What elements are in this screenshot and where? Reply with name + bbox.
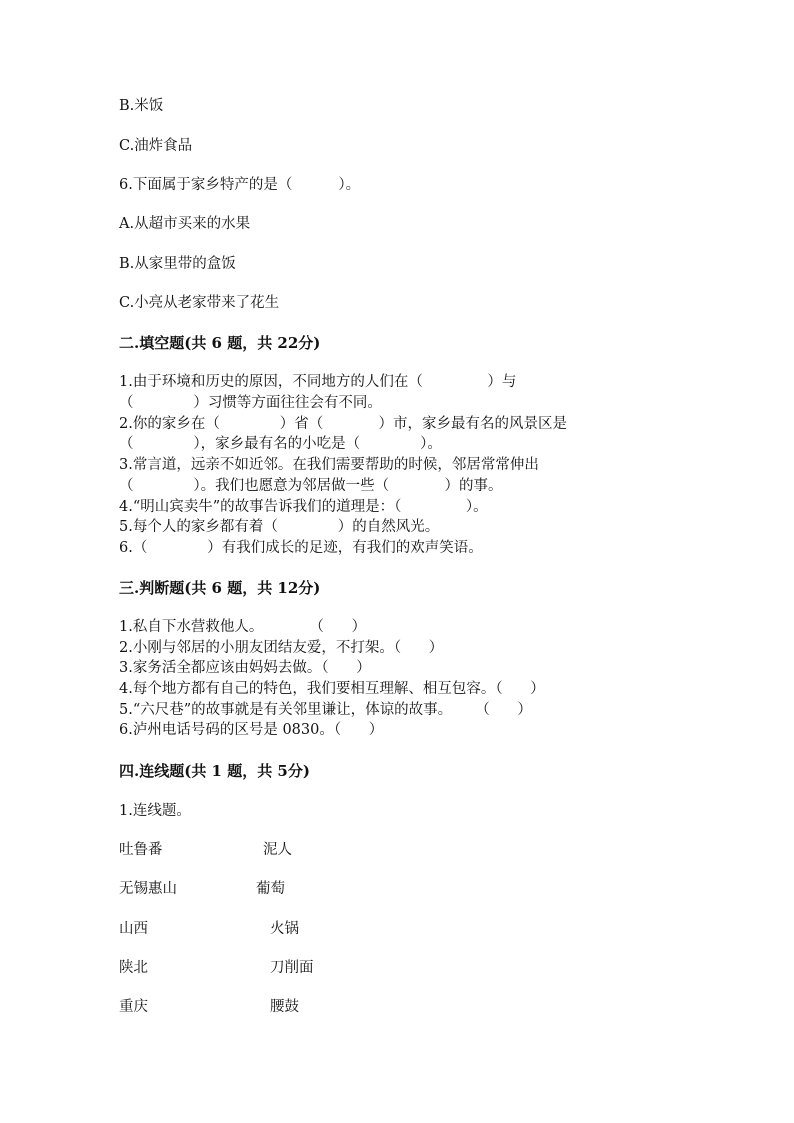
match-left-item: 重庆 [119, 999, 148, 1015]
judge-line: 2.小刚与邻居的小朋友团结友爱，不打架。（ ） [119, 640, 444, 656]
question-6-option-b: B.从家里带的盒饭 [119, 256, 236, 272]
match-left-item: 山西 [119, 921, 148, 937]
match-question: 1.连线题。 [119, 803, 191, 819]
match-left-item: 吐鲁番 [119, 842, 163, 858]
fill-line: 3.常言道，远亲不如近邻。在我们需要帮助的时候，邻居常常伸出 [119, 457, 539, 473]
match-right-item: 葡萄 [256, 881, 285, 897]
judge-line: 6.泸州电话号码的区号是 0830。（ ） [119, 722, 384, 738]
match-section-heading: 四.连线题(共 1 题，共 5分) [119, 762, 310, 780]
option-b-rice: B.米饭 [119, 98, 164, 114]
fill-line: （ ），家乡最有名的小吃是（ ）。 [119, 436, 442, 452]
question-6: 6.下面属于家乡特产的是（ ）。 [119, 177, 361, 193]
match-left-item: 陕北 [119, 960, 148, 976]
option-c-fried-food: C.油炸食品 [119, 138, 193, 154]
fill-line: 1.由于环境和历史的原因，不同地方的人们在（ ）与 [119, 374, 517, 390]
fill-line: （ ）。我们也愿意为邻居做一些（ ）的事。 [119, 478, 503, 494]
fill-line: 2.你的家乡在（ ）省（ ）市，家乡最有名的风景区是 [119, 416, 568, 432]
fill-line: （ ）习惯等方面往往会有不同。 [119, 395, 382, 411]
match-right-item: 腰鼓 [270, 999, 299, 1015]
fill-line: 6.（ ）有我们成长的足迹，有我们的欢声笑语。 [119, 540, 483, 556]
question-6-option-c: C.小亮从老家带来了花生 [119, 295, 280, 311]
judge-line: 1.私自下水营救他人。 （ ） [119, 619, 367, 635]
match-left-item: 无锡惠山 [119, 881, 177, 897]
fill-section-heading: 二.填空题(共 6 题，共 22分) [119, 334, 321, 352]
match-right-item: 火锅 [270, 921, 299, 937]
question-6-option-a: A.从超市买来的水果 [119, 216, 251, 232]
match-right-item: 泥人 [263, 842, 292, 858]
judge-line: 4.每个地方都有自己的特色，我们要相互理解、相互包容。（ ） [119, 681, 545, 697]
fill-line: 5.每个人的家乡都有着（ ）的自然风光。 [119, 519, 440, 535]
judge-line: 5.“六尺巷”的故事就是有关邻里谦让，体谅的故事。 （ ） [119, 702, 532, 718]
judge-line: 3.家务活全都应该由妈妈去做。（ ） [119, 660, 371, 676]
judge-section-heading: 三.判断题(共 6 题，共 12分) [119, 579, 321, 597]
match-right-item: 刀削面 [270, 960, 314, 976]
fill-line: 4.“明山宾卖牛”的故事告诉我们的道理是：（ ）。 [119, 499, 488, 515]
